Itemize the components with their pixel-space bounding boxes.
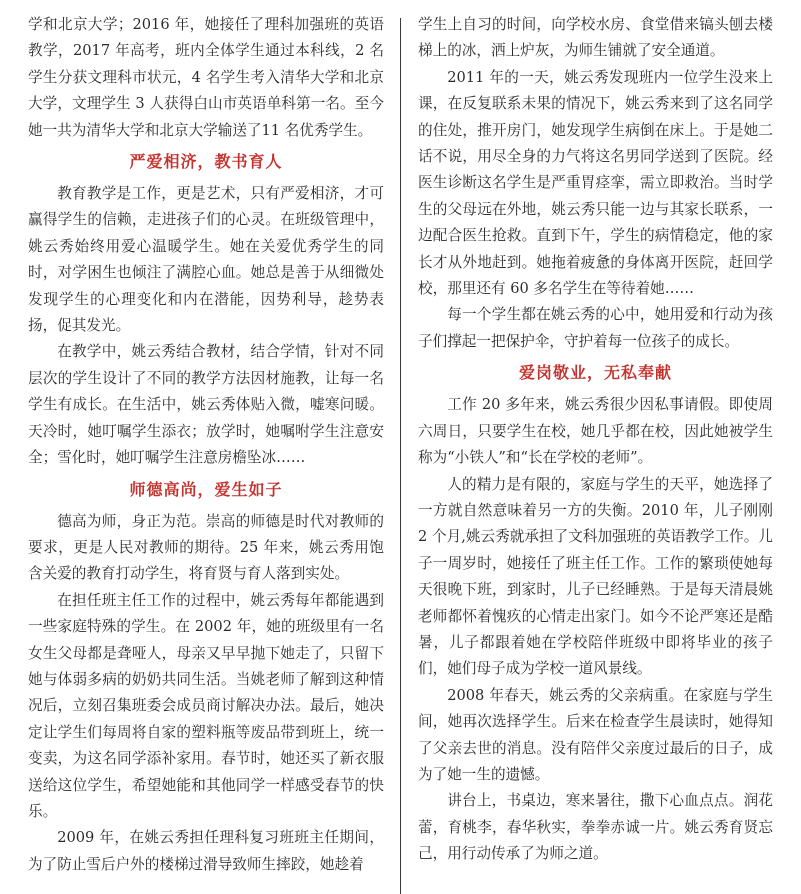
paragraph: 讲台上，书桌边，寒来暑往，撒下心血点点。润花蕾，育桃李，春华秋实，拳拳赤诚一片。姚云秀育贤忘己，用行动传承了为师之道。 <box>418 792 773 863</box>
right-column <box>418 12 773 868</box>
section-heading: 师德高尚，爱生如子 <box>129 479 283 499</box>
section-heading: 严爱相济，教书育人 <box>129 152 283 172</box>
paragraph: 2008 年春天，姚云秀的父亲病重。在家庭与学生间，她再次选择学生。后来在检查学生晨读时，她得知了父亲去世的消息。没有陪伴父亲度过最后的日子，成为了她一生的遗憾。 <box>418 686 773 783</box>
paragraph: 学生上自习的时间，向学校水房、食堂借来镐头刨去楼梯上的冰，洒上炉灰，为师生铺就了安全通道。 <box>418 16 773 60</box>
section-heading: 爱岗敬业，无私奉献 <box>518 363 672 383</box>
paragraph: 工作 20 多年来，姚云秀很少因私事请假。即使周六周日，只要学生在校，她几乎都在校，因此她被学生称为“小铁人”和“长在学校的老师”。 <box>418 396 773 467</box>
paragraph: 2009 年，在姚云秀担任理科复习班班主任期间，为了防止雪后户外的楼梯过滑导致师生摔跤，她趁着 <box>28 829 384 873</box>
paragraph: 教育教学是工作，更是艺术，只有严爱相济，才可赢得学生的信赖，走进孩子们的心灵。在班级管理中，姚云秀始终用爱心温暖学生。她在关爱优秀学生的同时，对学困生也倾注了满腔心血。她总是善于从细微处发现学生的心理变化和内在潜能，因势利导，趁势表扬，促其发光。 <box>28 185 384 335</box>
column-divider <box>400 18 401 894</box>
paragraph: 在教学中，姚云秀结合教材，结合学情，针对不同层次的学生设计了不同的教学方法因材施教，让每一名学生有成长。在生活中，姚云秀体贴入微，嘘寒问暖。天冷时，她叮嘱学生添衣；放学时，她嘱咐学生注意安全；雪化时，她叮嘱学生注意房檐坠冰…… <box>28 343 384 467</box>
paragraph: 在担任班主任工作的过程中，姚云秀每年都能遇到一些家庭特殊的学生。在 2002 年，她的班级里有一名女生父母都是聋哑人，母亲又早早抛下她走了，只留下她与体弱多病的奶奶共同生活。当姚老师了解到这种情况后，立刻召集班委会成员商讨解决办法。最后，她决定让学生们每周将自家的塑料瓶等废品带到班上，统一变卖，为这名同学添补家用。春节时，她还买了新衣服送给这位学生，希望她能和其他同学一样感受春节的快乐。 <box>28 591 384 820</box>
paragraph: 学和北京大学；2016 年，她接任了理科加强班的英语教学，2017 年高考，班内全体学生通过本科线，2 名学生分获文理科市状元，4 名学生考入清华大学和北京大学，文理学生 3 人获得白山市英语单科第一名。至今她一共为清华大学和北京大学输送了11 名优秀学生。 <box>28 16 384 139</box>
paragraph: 人的精力是有限的，家庭与学生的天平，她选择了一方就自然意味着另一方的失衡。2010 年，儿子刚刚2 个月,姚云秀就承担了文科加强班的英语教学工作。儿子一周岁时，她接任了班主任工作。工作的繁琐使她每天很晚下班，到家时，儿子已经睡熟。于是每天清晨姚老师都怀着愧疚的心情走出家门。如今不论严寒还是酷暑，儿子都跟着她在学校陪伴班级中即将毕业的孩子们，她们母子成为学校一道风景线。 <box>418 475 773 678</box>
paragraph: 每一个学生都在姚云秀的心中，她用爱和行动为孩子们撑起一把保护伞，守护着每一位孩子的成长。 <box>418 306 773 350</box>
paragraph: 德高为师，身正为范。崇高的师德是时代对教师的要求，更是人民对教师的期待。25 年来，姚云秀用饱含关爱的教育打动学生，将育贤与育人落到实处。 <box>28 512 384 583</box>
left-column <box>28 12 384 878</box>
paragraph: 2011 年的一天，姚云秀发现班内一位学生没来上课，在反复联系未果的情况下，姚云秀来到了这名同学的住处，推开房门，她发现学生病倒在床上。于是她二话不说，用尽全身的力气将这名男同学送到了医院。经医生诊断这名学生是严重胃痉挛，需立即救治。当时学生的父母远在外地，姚云秀只能一边与其家长联系，一边配合医生抢救。直到下午，学生的病情稳定，他的家长才从外地赶到。她拖着疲惫的身体离开医院，赶回学校，那里还有 60 多名学生在等待着她…… <box>418 68 773 298</box>
